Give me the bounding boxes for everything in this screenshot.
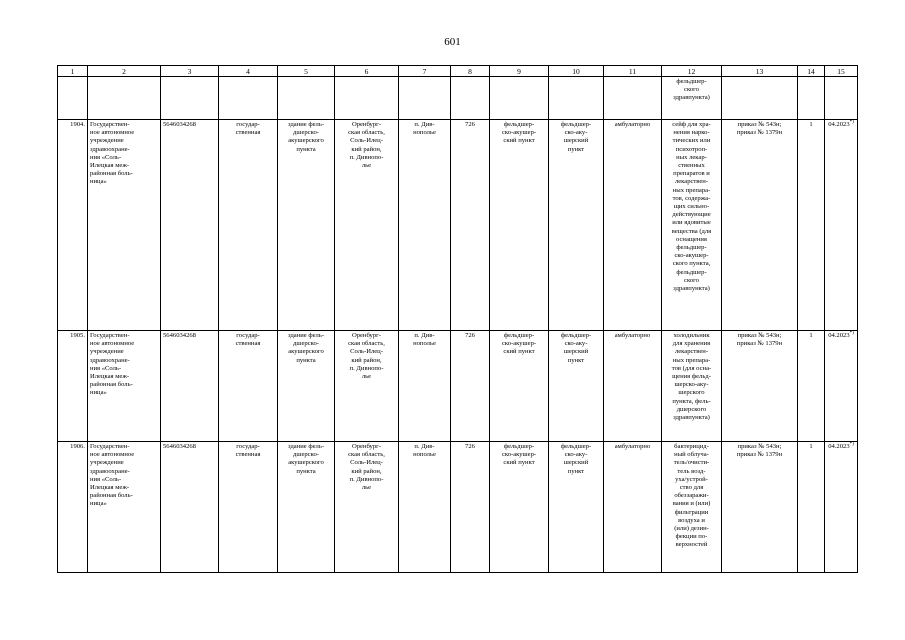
column-number-8: 8 [451, 66, 490, 77]
footnote-marker: *) [849, 330, 854, 336]
column-number-9: 9 [490, 66, 549, 77]
column-number-4: 4 [219, 66, 278, 77]
unit-name-cell: фельдшер- ско-акушер- ский пункт [490, 442, 549, 573]
order-reference-cell: приказ № 543н; приказ № 1379н [722, 120, 798, 331]
equipment-cell: холодильник для хранения лекарствен- ных препара- тов (для осна- щения фельд- шерско-аку- шерского пункта, фель- дшерского здравпункта) [662, 331, 722, 442]
column-number-12: 12 [662, 66, 722, 77]
care-conditions-cell: амбулаторно [604, 120, 662, 331]
column-number-1: 1 [58, 66, 88, 77]
subunit-name-cell: фельдшер- ско-аку- шерский пункт [549, 331, 604, 442]
building-type-cell: здание фель- дшерско- акушерского пункта [278, 331, 335, 442]
date-cell: 04.2023*) [825, 442, 858, 573]
column-number-5: 5 [278, 66, 335, 77]
equipment-cell: бактерицид- ный облуча- тель/очисти- тель возд- уха/устрой- ство для обеззаражи- вания и (или) фильтрации воздуха и (или) дезин- фекции по- верхностей [662, 442, 722, 573]
unit-name-cell: фельдшер- ско-акушер- ский пункт [490, 120, 549, 331]
continuation-equipment-cell: фельдшер- ского здравпункта) [662, 77, 722, 120]
column-number-13: 13 [722, 66, 798, 77]
date-cell: 04.2023*) [825, 120, 858, 331]
code-cell: 726 [451, 120, 490, 331]
locality-cell: п. Див- нополье [399, 442, 451, 573]
organization-name-cell: Государствен- ное автономное учреждение здравоохране- ния «Соль- Илецкая меж- районная боль- ница» [88, 120, 161, 331]
continuation-row [58, 77, 858, 120]
order-reference-cell: приказ № 543н; приказ № 1379н [722, 331, 798, 442]
column-number-2: 2 [88, 66, 161, 77]
quantity-cell: 1 [798, 120, 825, 331]
care-conditions-cell: амбулаторно [604, 442, 662, 573]
table-row [58, 331, 858, 442]
locality-cell: п. Див- нополье [399, 331, 451, 442]
ownership-form-cell: государ- ственная [219, 442, 278, 573]
code-cell: 726 [451, 442, 490, 573]
page-number: 601 [444, 36, 461, 48]
date-cell: 04.2023*) [825, 331, 858, 442]
column-number-15: 15 [825, 66, 858, 77]
locality-cell: п. Див- нополье [399, 120, 451, 331]
inn-cell: 5646034268 [161, 331, 219, 442]
record-number-cell: 1905. [58, 331, 88, 442]
column-number-3: 3 [161, 66, 219, 77]
organization-name-cell: Государствен- ное автономное учреждение здравоохране- ния «Соль- Илецкая меж- районная боль- ница» [88, 331, 161, 442]
table-row [58, 120, 858, 331]
inn-cell: 5646034268 [161, 442, 219, 573]
record-number-cell: 1904. [58, 120, 88, 331]
column-number-11: 11 [604, 66, 662, 77]
care-conditions-cell: амбулаторно [604, 331, 662, 442]
equipment-cell: сейф для хра- нения нарко- тических или психотроп- ных лекар- ственных препаратов и лекарствен- ных препара- тов, содержа- щих сильно- действующие или ядовитые вещества (для оснащения фельдшер- ско-акушер- ского пункта, фельдшер- ского здравпункта) [662, 120, 722, 331]
footnote-marker: *) [849, 119, 854, 125]
address-cell: Оренбург- ская область, Соль-Илец- кий район, п. Дивнопо- лье [335, 442, 399, 573]
code-cell: 726 [451, 331, 490, 442]
ownership-form-cell: государ- ственная [219, 120, 278, 331]
subunit-name-cell: фельдшер- ско-аку- шерский пункт [549, 442, 604, 573]
registry-table [57, 65, 858, 573]
order-reference-cell: приказ № 543н; приказ № 1379н [722, 442, 798, 573]
column-number-10: 10 [549, 66, 604, 77]
building-type-cell: здание фель- дшерско- акушерского пункта [278, 442, 335, 573]
quantity-cell: 1 [798, 442, 825, 573]
ownership-form-cell: государ- ственная [219, 331, 278, 442]
column-number-14: 14 [798, 66, 825, 77]
record-number-cell: 1906. [58, 442, 88, 573]
table-row [58, 442, 858, 573]
unit-name-cell: фельдшер- ско-акушер- ский пункт [490, 331, 549, 442]
inn-cell: 5646034268 [161, 120, 219, 331]
address-cell: Оренбург- ская область, Соль-Илец- кий район, п. Дивнопо- лье [335, 120, 399, 331]
column-number-row [58, 66, 858, 77]
organization-name-cell: Государствен- ное автономное учреждение здравоохране- ния «Соль- Илецкая меж- районная боль- ница» [88, 442, 161, 573]
building-type-cell: здание фель- дшерско- акушерского пункта [278, 120, 335, 331]
column-number-6: 6 [335, 66, 399, 77]
address-cell: Оренбург- ская область, Соль-Илец- кий район, п. Дивнопо- лье [335, 331, 399, 442]
footnote-marker: *) [849, 441, 854, 447]
subunit-name-cell: фельдшер- ско-аку- шерский пункт [549, 120, 604, 331]
column-number-7: 7 [399, 66, 451, 77]
quantity-cell: 1 [798, 331, 825, 442]
